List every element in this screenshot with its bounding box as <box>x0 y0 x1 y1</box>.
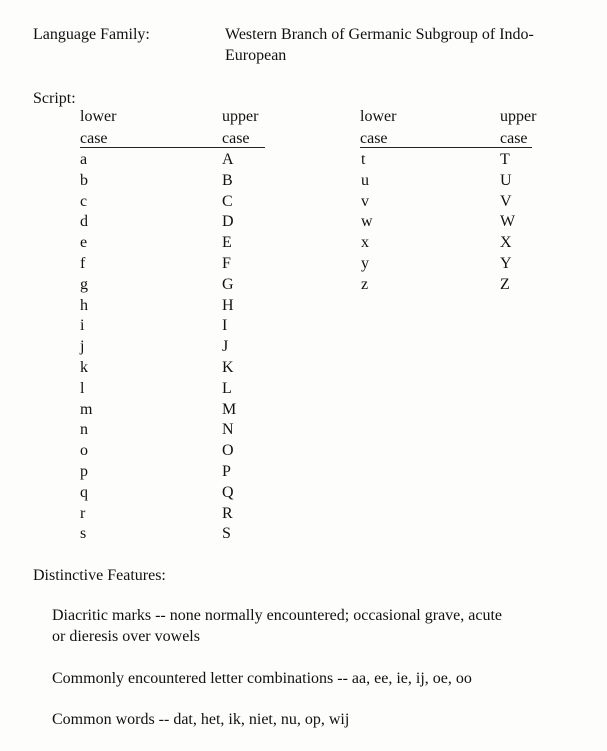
letter: B <box>222 171 233 189</box>
header-rule-left <box>80 130 265 148</box>
letter: f <box>80 254 86 272</box>
letter: s <box>80 525 87 543</box>
header-case-lower: case <box>80 130 108 147</box>
letter: J <box>222 338 229 356</box>
letter: O <box>222 442 234 460</box>
script-label: Script: <box>33 90 76 107</box>
diacritics-line2: or dieresis over vowels <box>52 628 200 645</box>
letter: y <box>361 254 369 272</box>
letter: d <box>80 213 88 231</box>
header-rule-right <box>360 130 532 148</box>
upper-case-column-right <box>500 150 515 296</box>
header-case-upper-right: case <box>500 130 528 147</box>
letter: t <box>361 151 366 168</box>
lower-case-column-left <box>80 150 92 545</box>
letter: j <box>80 338 85 356</box>
letter: m <box>80 400 93 418</box>
letter-combinations: Commonly encountered letter combinations -- aa, ee, ie, ij, oe, oo <box>52 670 472 687</box>
letter: P <box>222 462 231 480</box>
diacritics-line1: Diacritic marks -- none normally encountered; occasional grave, acute <box>52 607 503 624</box>
letter: c <box>80 192 88 210</box>
letter: C <box>222 192 233 210</box>
letter: q <box>80 483 88 501</box>
letter: e <box>80 234 88 252</box>
letter: Y <box>500 254 512 272</box>
letter: F <box>222 254 231 272</box>
letter: I <box>222 317 228 335</box>
letter: x <box>361 234 369 252</box>
letter: n <box>80 421 88 439</box>
letter: R <box>222 504 233 522</box>
letter: K <box>222 358 234 376</box>
letter: p <box>80 462 88 480</box>
letter: l <box>80 379 85 397</box>
letter: S <box>222 525 231 543</box>
letter: u <box>361 171 369 189</box>
letter: X <box>500 234 512 252</box>
letter: b <box>80 171 88 189</box>
lower-case-column-right <box>361 150 373 296</box>
header-case-upper: case <box>222 130 250 147</box>
letter: o <box>80 442 88 460</box>
header-case-lower-right: case <box>360 130 388 147</box>
language-family-value-line2: European <box>225 47 287 64</box>
letter: N <box>222 421 234 439</box>
header-lower-right: lower <box>360 108 397 125</box>
letter: M <box>222 400 237 418</box>
letter: g <box>80 275 88 293</box>
header-lower: lower <box>80 108 117 125</box>
language-family-label: Language Family: <box>33 26 150 43</box>
letter: k <box>80 358 88 376</box>
letter: w <box>361 213 373 231</box>
common-words: Common words -- dat, het, ik, niet, nu, op, wij <box>52 711 350 728</box>
header-upper: upper <box>222 108 259 125</box>
letter: G <box>222 275 234 293</box>
letter: Z <box>500 275 510 293</box>
letter: L <box>222 379 232 397</box>
letter: W <box>500 213 516 231</box>
letter: D <box>222 213 234 231</box>
letter: a <box>80 151 88 168</box>
distinctive-features-label: Distinctive Features: <box>33 567 166 584</box>
letter: h <box>80 296 88 314</box>
letter: A <box>222 151 234 168</box>
letter: U <box>500 171 512 189</box>
letter: z <box>361 275 369 293</box>
letter: V <box>500 192 512 210</box>
header-upper-right: upper <box>500 108 537 125</box>
letter: r <box>80 504 86 522</box>
letter: H <box>222 296 234 314</box>
language-family-value-line1: Western Branch of Germanic Subgroup of Indo- <box>225 26 534 43</box>
upper-case-column-left <box>222 150 236 545</box>
letter: T <box>500 151 510 168</box>
letter: i <box>80 317 85 335</box>
letter: v <box>361 192 369 210</box>
letter: Q <box>222 483 234 501</box>
letter: E <box>222 234 232 252</box>
